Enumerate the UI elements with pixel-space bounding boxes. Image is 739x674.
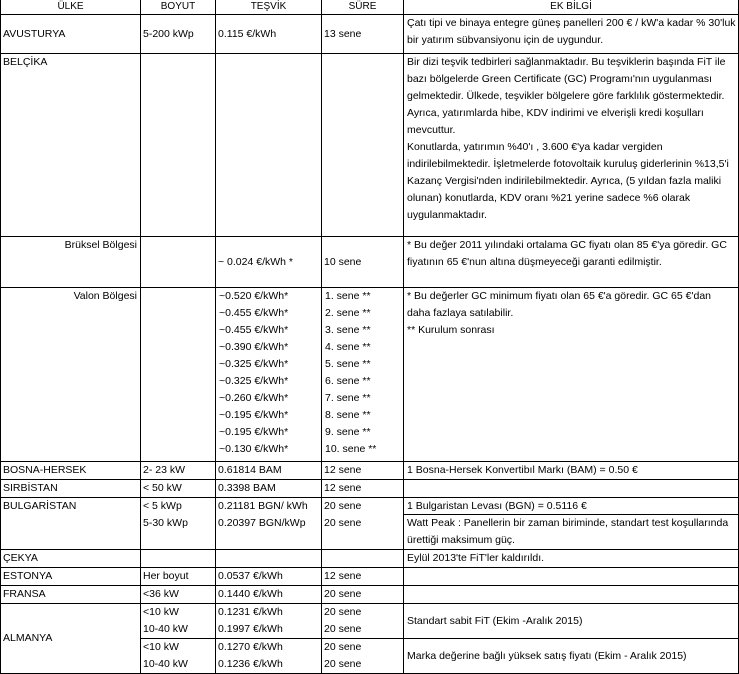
info-cell bbox=[404, 15, 739, 54]
size-line: <10 kW bbox=[143, 641, 179, 653]
country-cell: SIRBİSTAN bbox=[1, 480, 141, 498]
duration-line: 3. sene ** bbox=[325, 324, 371, 336]
size-cell bbox=[141, 288, 216, 462]
header-row bbox=[1, 0, 739, 15]
info-cell bbox=[404, 54, 739, 237]
size-cell bbox=[141, 237, 216, 288]
size-cell bbox=[141, 54, 216, 237]
size-line: 10-40 kW bbox=[143, 623, 188, 635]
duration-line: 9. sene ** bbox=[325, 426, 371, 438]
country-cell: BOSNA-HERSEK bbox=[1, 462, 141, 480]
incentive-cell: ~ 0.024 €/kWh * bbox=[216, 237, 322, 288]
duration-cell bbox=[322, 498, 404, 550]
incentive-line: 0.1270 €/kWh bbox=[218, 641, 283, 653]
table-row bbox=[1, 568, 739, 586]
table-row bbox=[1, 604, 739, 639]
country-cell: BULGARİSTAN bbox=[1, 498, 141, 550]
duration-line: 1. sene ** bbox=[325, 290, 371, 302]
incentive-line: 0.21181 BGN/ kWh bbox=[218, 500, 308, 512]
incentive-line: ~0.260 €/kWh* bbox=[219, 392, 289, 404]
incentive-cell bbox=[216, 639, 322, 674]
incentive-line: ~0.455 €/kWh* bbox=[219, 307, 289, 319]
size-line: < 5 kWp bbox=[143, 500, 182, 512]
header-country: ÜLKE bbox=[1, 0, 141, 15]
info-cell bbox=[404, 237, 739, 288]
table-row bbox=[1, 586, 739, 604]
duration-cell: 12 sene bbox=[322, 568, 404, 586]
incentive-line: ~0.390 €/kWh* bbox=[219, 341, 289, 353]
duration-line: 8. sene ** bbox=[325, 409, 371, 421]
info-text: * Bu değerler GC minimum fiyatı olan 65 €'a göredir. GC 65 €'dan daha fazlaya satılabilir. bbox=[407, 290, 711, 319]
duration-line: 20 sene bbox=[324, 500, 362, 512]
duration-line: 20 sene bbox=[324, 623, 362, 635]
info-text: Çatı tipi ve binaya entegre güneş panelleri 200 € / kW'a kadar % 30'luk bir yatırım sübvansiyonu için de uygundur. bbox=[407, 17, 736, 46]
country-cell: ALMANYA bbox=[1, 604, 141, 674]
size-cell: <36 kW bbox=[141, 586, 216, 604]
info-text: Konutlarda, yatırımın %40'ı , 3.600 €'ya kadar vergiden indirilebilmektedir. İşletmelerde fotovoltaik kuruluş giderlerinin %13,5'i Kazanç Vergisi'nden indirilebilmektedir. Ayrıca, (5 yıldan fazla maliki olunan) konutlarda, KDV oranı %21 yerine sadece %6 olarak uygulanmaktadır. bbox=[407, 141, 729, 221]
info-cell bbox=[404, 498, 739, 550]
incentive-cell: 0.3398 BAM bbox=[216, 480, 322, 498]
table-row bbox=[1, 15, 739, 54]
info-cell bbox=[404, 288, 739, 462]
country-cell: ESTONYA bbox=[1, 568, 141, 586]
size-cell bbox=[141, 498, 216, 550]
duration-line: 20 sene bbox=[324, 641, 362, 653]
duration-cell bbox=[322, 54, 404, 237]
info-cell: Marka değerine bağlı yüksek satış fiyatı (Ekim - Aralık 2015) bbox=[404, 639, 739, 674]
incentive-line: 0.1231 €/kWh bbox=[218, 606, 283, 618]
duration-cell: 10 sene bbox=[322, 237, 404, 288]
info-cell: Eylül 2013'te FiT'ler kaldırıldı. bbox=[404, 550, 739, 568]
table-row bbox=[1, 550, 739, 568]
table-row bbox=[1, 462, 739, 480]
size-line: 5-30 kWp bbox=[143, 517, 188, 529]
incentive-line: ~0.455 €/kWh* bbox=[219, 324, 289, 336]
incentive-cell bbox=[216, 550, 322, 568]
duration-line: 20 sene bbox=[324, 517, 362, 529]
header-size: BOYUT bbox=[141, 0, 216, 15]
incentive-line: ~0.130 €/kWh* bbox=[219, 443, 289, 455]
table-row bbox=[1, 480, 739, 498]
incentive-line: ~0.325 €/kWh* bbox=[219, 358, 289, 370]
incentive-cell bbox=[216, 288, 322, 462]
duration-cell bbox=[322, 288, 404, 462]
region-cell: Brüksel Bölgesi bbox=[1, 237, 141, 288]
info-cell bbox=[404, 568, 739, 586]
incentive-line: 0.1997 €/kWh bbox=[218, 623, 283, 635]
incentive-cell: 0.1440 €/kWh bbox=[216, 586, 322, 604]
header-info: EK BİLGİ bbox=[404, 0, 739, 15]
incentive-line: 0.1236 €/kWh bbox=[218, 658, 283, 670]
table-row bbox=[1, 288, 739, 462]
table-row bbox=[1, 237, 739, 288]
duration-cell: 20 sene bbox=[322, 586, 404, 604]
incentive-cell bbox=[216, 604, 322, 639]
info-cell: 1 Bosna-Hersek Konvertibıl Markı (BAM) = 0.50 € bbox=[404, 462, 739, 480]
size-cell bbox=[141, 604, 216, 639]
table-row bbox=[1, 498, 739, 550]
incentive-line: ~0.520 €/kWh* bbox=[219, 290, 289, 302]
size-cell: < 50 kW bbox=[141, 480, 216, 498]
size-cell: 5-200 kWp bbox=[141, 15, 216, 54]
duration-line: 4. sene ** bbox=[325, 341, 371, 353]
duration-cell: 12 sene bbox=[322, 480, 404, 498]
size-cell bbox=[141, 550, 216, 568]
info-cell bbox=[404, 586, 739, 604]
incentive-cell: 0.115 €/kWh bbox=[216, 15, 322, 54]
header-incentive: TEŞVİK bbox=[216, 0, 322, 15]
duration-cell: 13 sene bbox=[322, 15, 404, 54]
incentive-cell: 0.61814 BAM bbox=[216, 462, 322, 480]
country-cell: FRANSA bbox=[1, 586, 141, 604]
country-cell: AVUSTURYA bbox=[1, 15, 141, 54]
duration-line: 2. sene ** bbox=[325, 307, 371, 319]
country-cell: BELÇİKA bbox=[1, 54, 141, 237]
incentive-cell bbox=[216, 498, 322, 550]
duration-line: 20 sene bbox=[324, 658, 362, 670]
size-line: <10 kW bbox=[143, 606, 179, 618]
size-cell bbox=[141, 639, 216, 674]
duration-cell bbox=[322, 604, 404, 639]
incentive-line: ~0.325 €/kWh* bbox=[219, 375, 289, 387]
table-row bbox=[1, 54, 739, 237]
info-text: Bir dizi teşvik tedbirleri sağlanmaktadır. Bu teşviklerin başında FiT ile bazı bölgelerde Green Certificate (GC) Programı'nın uygulanması gelmektedir. Ülkede, teşvikler bölgelere göre farklılık göstermektedir. Ayrıca, yatırımlarda hibe, KDV indirimi ve elverişli kredi koşulları mevcuttur. bbox=[407, 56, 726, 136]
incentive-cell: 0.0537 €/kWh bbox=[216, 568, 322, 586]
duration-cell: 12 sene bbox=[322, 462, 404, 480]
duration-line: 5. sene ** bbox=[325, 358, 371, 370]
info-text: * Bu değer 2011 yılındaki ortalama GC fiyatı olan 85 €'ya göredir. GC fiyatının 65 €'nun altına düşmeyeceği garanti edilmiştir. bbox=[407, 239, 727, 268]
info-text: ** Kurulum sonrası bbox=[407, 324, 495, 336]
duration-line: 20 sene bbox=[324, 606, 362, 618]
incentive-line: 0.20397 BGN/kWp bbox=[218, 517, 306, 529]
size-cell: 2- 23 kW bbox=[141, 462, 216, 480]
region-cell: Valon Bölgesi bbox=[1, 288, 141, 462]
info-text: 1 Bulgaristan Levası (BGN) = 0.5116 € bbox=[404, 498, 738, 515]
info-cell: Standart sabit FiT (Ekim -Aralık 2015) bbox=[404, 604, 739, 639]
duration-line: 6. sene ** bbox=[325, 375, 371, 387]
duration-cell bbox=[322, 639, 404, 674]
info-text: Watt Peak : Panellerin bir zaman biriminde, standart test koşullarında ürettiği maksimum güç. bbox=[407, 517, 729, 546]
duration-line: 7. sene ** bbox=[325, 392, 371, 404]
size-cell: Her boyut bbox=[141, 568, 216, 586]
info-cell bbox=[404, 480, 739, 498]
header-duration: SÜRE bbox=[322, 0, 404, 15]
duration-line: 10. sene ** bbox=[325, 443, 377, 455]
incentive-cell bbox=[216, 54, 322, 237]
country-cell: ÇEKYA bbox=[1, 550, 141, 568]
incentive-line: ~0.195 €/kWh* bbox=[219, 409, 289, 421]
duration-cell bbox=[322, 550, 404, 568]
incentive-line: ~0.195 €/kWh* bbox=[219, 426, 289, 438]
size-line: 10-40 kW bbox=[143, 658, 188, 670]
